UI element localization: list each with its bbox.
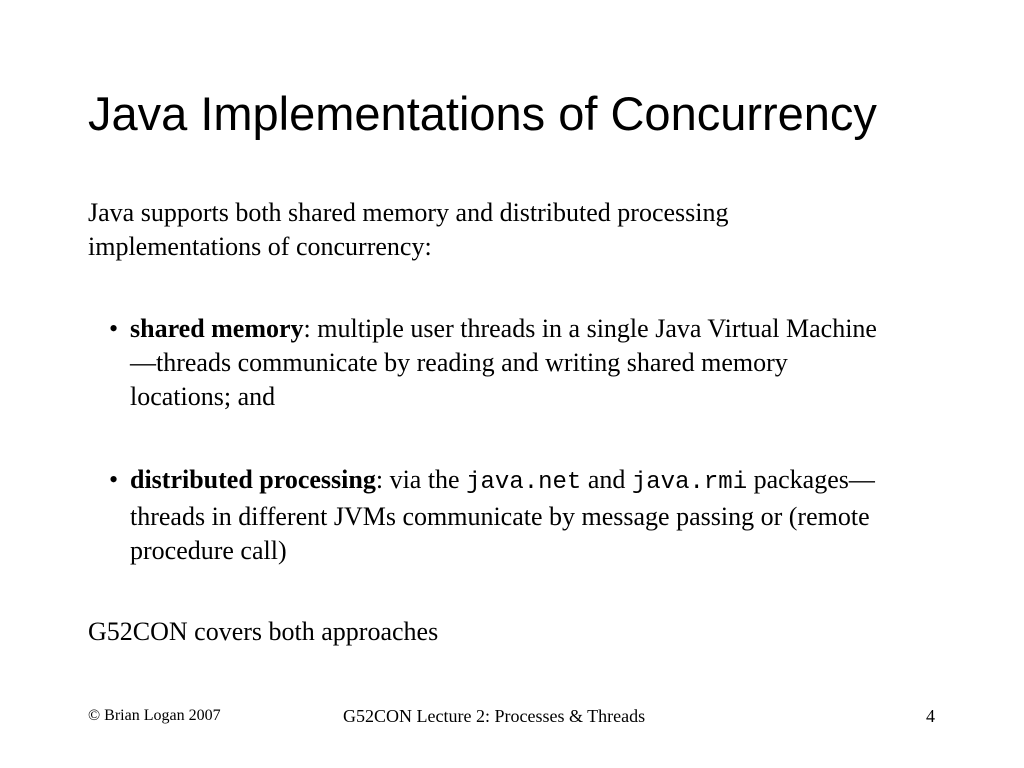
bullet-text-between: and [581, 465, 632, 494]
bullet-shared-memory [88, 312, 888, 414]
bullet-term: shared memory [130, 314, 304, 343]
bullet-term: distributed processing [130, 465, 376, 494]
intro-paragraph: Java supports both shared memory and distributed processing implementations of concurrency: [88, 198, 729, 261]
bullet-content [130, 463, 888, 568]
bullet-text-before: : via the [375, 465, 467, 494]
bullet-distributed-processing [88, 463, 888, 568]
footer-page-number: 4 [926, 706, 935, 726]
bullet-marker: • [109, 314, 119, 343]
code-java-net: java.net [466, 469, 582, 496]
bullet-content [130, 312, 888, 414]
bullet-marker: • [109, 465, 119, 494]
footer-course-title: G52CON Lecture 2: Processes & Threads [343, 706, 646, 726]
closing-line: G52CON covers both approaches [88, 617, 439, 646]
bullet-text: : multiple user threads in a single Java Virtual Machine—threads communicate by reading and writing shared memory locations; and [130, 314, 877, 411]
footer-copyright: © Brian Logan 2007 [88, 707, 221, 724]
code-java-rmi: java.rmi [631, 469, 748, 496]
slide-title: Java Implementations of Concurrency [88, 87, 877, 140]
bullet-text-after: packages—threads in different JVMs communicate by message passing or (remote procedure call) [130, 465, 875, 565]
